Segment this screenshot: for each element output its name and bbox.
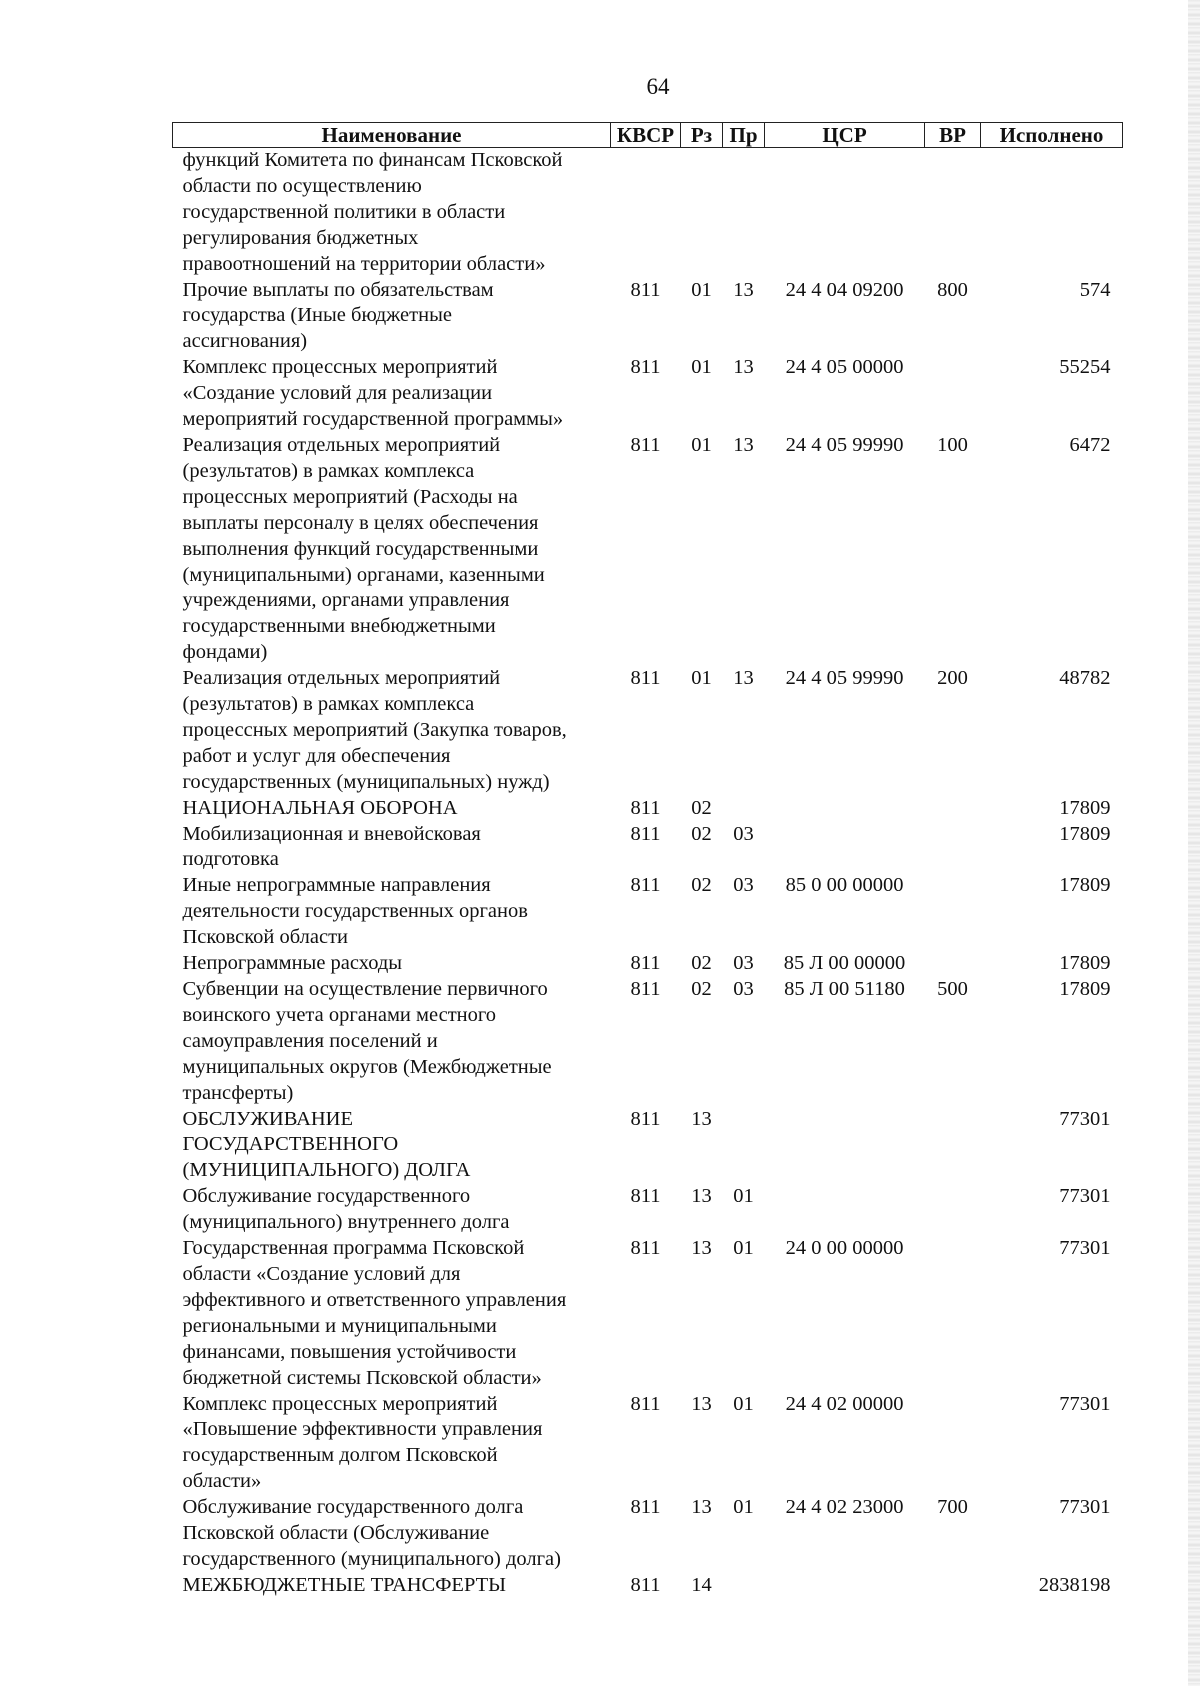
table-header	[173, 123, 1123, 148]
cell-executed: 17809	[1059, 874, 1111, 897]
table-row	[173, 977, 1123, 1107]
cell-kvsr: 811	[630, 278, 661, 301]
cell-csr: 24 4 05 99990	[785, 667, 904, 690]
cell-executed: 17809	[1059, 796, 1111, 819]
cell-kvsr	[611, 148, 681, 278]
cell-vr	[925, 1392, 981, 1496]
cell-pr: 03	[733, 978, 754, 1000]
cell-kvsr: 811	[630, 1107, 661, 1130]
cell-csr: 24 4 05 00000	[785, 356, 904, 379]
cell-kvsr: 811	[630, 1237, 661, 1260]
cell-csr	[765, 148, 925, 278]
cell-csr: 24 4 02 23000	[785, 1496, 904, 1519]
cell-name: Обслуживание государственного (муниципального) внутреннего долга	[182, 1185, 510, 1234]
cell-pr: 03	[733, 822, 754, 845]
cell-executed: 77301	[1059, 1185, 1111, 1208]
cell-pr	[723, 148, 765, 278]
cell-csr	[765, 1107, 925, 1185]
table-row	[173, 433, 1123, 666]
cell-pr: 01	[733, 1237, 754, 1260]
cell-rz: 02	[691, 822, 712, 845]
cell-rz: 02	[691, 978, 712, 1000]
cell-executed: 77301	[1059, 1392, 1111, 1415]
cell-pr: 13	[733, 356, 754, 379]
cell-rz: 13	[691, 1237, 712, 1260]
header-csr: ЦСР	[765, 123, 925, 148]
cell-pr: 13	[733, 278, 754, 301]
header-vr: ВР	[925, 123, 981, 148]
cell-name: Реализация отдельных мероприятий (результатов) в рамках комплекса процессных мероприятий (Расходы на выплаты персоналу в целях обеспечения выполнения функций государственными (муниципальными) органами, казенными учреждениями, органами управления государственными внебюджетными фондами)	[182, 433, 545, 664]
cell-vr: 200	[937, 667, 968, 690]
cell-csr: 85 Л 00 00000	[783, 952, 906, 975]
cell-name: Комплекс процессных мероприятий «Повышение эффективности управления государственным долгом Псковской области»	[182, 1392, 543, 1493]
cell-name: Государственная программа Псковской области «Создание условий для эффективного и ответственного управления региональными и муниципальными финансами, повышения устойчивости бюджетной системы Псковской области»	[182, 1237, 567, 1389]
cell-rz: 01	[691, 433, 712, 456]
header-pr: Пр	[723, 123, 765, 148]
cell-pr: 03	[733, 874, 754, 897]
cell-pr	[723, 1573, 765, 1599]
cell-kvsr: 811	[630, 1392, 661, 1415]
cell-rz: 02	[691, 874, 712, 897]
cell-rz: 13	[691, 1392, 712, 1415]
cell-vr: 700	[937, 1496, 968, 1519]
cell-executed: 6472	[1069, 433, 1111, 456]
cell-csr	[765, 796, 925, 822]
cell-executed: 77301	[1059, 1496, 1111, 1519]
cell-vr: 100	[937, 433, 968, 456]
cell-executed: 2838198	[1038, 1573, 1111, 1596]
cell-pr: 13	[733, 433, 754, 456]
cell-pr: 01	[733, 1185, 754, 1208]
table-row	[173, 1573, 1123, 1599]
cell-name: ОБСЛУЖИВАНИЕ ГОСУДАРСТВЕННОГО (МУНИЦИПАЛЬНОГО) ДОЛГА	[182, 1107, 471, 1182]
cell-kvsr: 811	[630, 1496, 661, 1519]
table-row	[173, 1392, 1123, 1496]
cell-executed: 17809	[1059, 952, 1111, 975]
cell-executed: 77301	[1059, 1237, 1111, 1260]
table-row	[173, 951, 1123, 977]
table-body	[173, 148, 1123, 1599]
table-row	[173, 148, 1123, 278]
cell-csr: 24 4 05 99990	[785, 433, 904, 456]
cell-csr: 85 Л 00 51180	[784, 978, 905, 1000]
cell-executed: 77301	[1059, 1107, 1111, 1130]
table-row	[173, 355, 1123, 433]
cell-vr	[925, 1184, 981, 1236]
cell-vr: 500	[937, 978, 968, 1000]
cell-kvsr: 811	[630, 1185, 661, 1208]
table-row	[173, 796, 1123, 822]
cell-vr	[925, 951, 981, 977]
table-row	[173, 873, 1123, 951]
cell-rz: 01	[691, 278, 712, 301]
cell-name: Субвенции на осуществление первичного воинского учета органами местного самоуправления поселений и муниципальных округов (Межбюджетные трансферты)	[182, 978, 552, 1104]
cell-rz: 13	[691, 1107, 712, 1130]
cell-name: МЕЖБЮДЖЕТНЫЕ ТРАНСФЕРТЫ	[182, 1573, 506, 1596]
table-row	[173, 1107, 1123, 1185]
cell-name: функций Комитета по финансам Псковской области по осуществлению государственной политики в области регулирования бюджетных правоотношений на территории области»	[182, 149, 563, 275]
cell-csr: 24 4 02 00000	[785, 1392, 904, 1415]
cell-name: Непрограммные расходы	[182, 952, 403, 975]
cell-name: Обслуживание государственного долга Псковской области (Обслуживание государственного (муниципального) долга)	[182, 1496, 561, 1570]
cell-kvsr: 811	[630, 356, 661, 379]
cell-rz: 02	[691, 952, 712, 975]
header-executed: Исполнено	[981, 123, 1123, 148]
table-row	[173, 278, 1123, 356]
cell-vr: 800	[937, 278, 968, 301]
cell-kvsr: 811	[630, 822, 661, 845]
cell-vr	[925, 1573, 981, 1599]
header-rz: Рз	[681, 123, 723, 148]
cell-csr: 85 0 00 00000	[785, 874, 904, 897]
cell-kvsr: 811	[630, 978, 661, 1000]
cell-vr	[925, 822, 981, 874]
cell-csr: 24 4 04 09200	[785, 278, 904, 301]
cell-kvsr: 811	[630, 667, 661, 690]
cell-csr	[765, 1184, 925, 1236]
cell-executed: 574	[1079, 278, 1111, 301]
cell-pr: 01	[733, 1392, 754, 1415]
cell-name: НАЦИОНАЛЬНАЯ ОБОРОНА	[182, 796, 458, 819]
table-row	[173, 1495, 1123, 1573]
cell-executed: 17809	[1059, 978, 1111, 1000]
cell-vr	[925, 873, 981, 951]
cell-kvsr: 811	[630, 1573, 661, 1596]
cell-name: Прочие выплаты по обязательствам государства (Иные бюджетные ассигнования)	[182, 278, 494, 353]
cell-kvsr: 811	[630, 796, 661, 819]
table-row	[173, 822, 1123, 874]
budget-table	[172, 122, 1123, 1599]
cell-csr: 24 0 00 00000	[785, 1237, 904, 1260]
cell-pr: 13	[733, 667, 754, 690]
cell-rz: 01	[691, 356, 712, 379]
table-row	[173, 1184, 1123, 1236]
table-row	[173, 1236, 1123, 1391]
cell-vr	[925, 1236, 981, 1391]
cell-pr	[723, 796, 765, 822]
cell-vr	[925, 796, 981, 822]
header-kvsr: КВСР	[611, 123, 681, 148]
table-row	[173, 666, 1123, 796]
cell-kvsr: 811	[630, 433, 661, 456]
cell-rz: 13	[691, 1185, 712, 1208]
cell-rz: 01	[691, 667, 712, 690]
cell-executed	[981, 148, 1123, 278]
cell-rz: 02	[691, 796, 712, 819]
cell-kvsr: 811	[630, 952, 661, 975]
cell-name: Реализация отдельных мероприятий (результатов) в рамках комплекса процессных мероприятий (Закупка товаров, работ и услуг для обеспечения государственных (муниципальных) нужд)	[182, 667, 567, 793]
cell-executed: 17809	[1059, 822, 1111, 845]
cell-csr	[765, 1573, 925, 1599]
cell-name: Иные непрограммные направления деятельности государственных органов Псковской области	[182, 874, 528, 949]
cell-vr	[925, 1107, 981, 1185]
cell-pr: 01	[733, 1496, 754, 1519]
scan-edge-shadow	[1188, 0, 1200, 1686]
cell-pr	[723, 1107, 765, 1185]
cell-vr	[925, 355, 981, 433]
header-name: Наименование	[173, 123, 611, 148]
page-number: 64	[646, 74, 670, 99]
cell-name: Комплекс процессных мероприятий «Создание условий для реализации мероприятий государственной программы»	[182, 356, 564, 431]
cell-kvsr: 811	[630, 874, 661, 897]
cell-csr	[765, 822, 925, 874]
cell-rz: 13	[691, 1496, 712, 1519]
cell-executed: 48782	[1059, 667, 1111, 690]
cell-vr	[925, 148, 981, 278]
cell-executed: 55254	[1059, 356, 1111, 379]
cell-name: Мобилизационная и вневойсковая подготовка	[182, 822, 481, 871]
cell-pr: 03	[733, 952, 754, 975]
cell-rz: 14	[691, 1573, 712, 1596]
cell-rz	[681, 148, 723, 278]
